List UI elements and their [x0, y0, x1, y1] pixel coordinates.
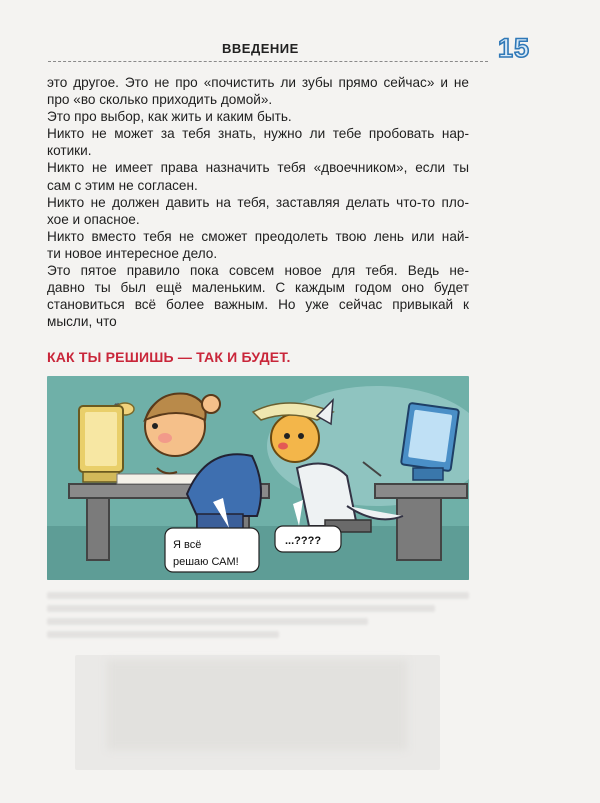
bubble-left-line2: решаю САМ!: [173, 556, 239, 568]
text-line: Никто не может за тебя знать, нужно ли тебе пробовать нар-: [47, 126, 469, 142]
text-line: Никто вместо тебя не сможет преодолеть твою лень или най-: [47, 228, 469, 244]
text-line: котики.: [47, 143, 92, 159]
text-line: Это пятое правило пока совсем новое для тебя. Ведь не-: [47, 263, 469, 279]
bubble-right-text: ...????: [285, 535, 322, 547]
cartoon-illustration: [47, 376, 469, 580]
page-number: 15: [498, 33, 531, 63]
text-line: Это про выбор, как жить и каким быть.: [47, 109, 292, 125]
left-monitor-icon: [79, 406, 123, 482]
text-line: становиться всё более важным. Но уже сейчас привыкай к: [47, 297, 469, 313]
text-line: ти новое интересное дело.: [47, 245, 218, 261]
text-line: Никто не имеет права назначить тебя «двоечником», если ты: [47, 160, 469, 176]
bubble-left-line1: Я всё: [173, 539, 202, 551]
section-title: ВВЕДЕНИЕ: [222, 41, 299, 56]
faded-text-region: [47, 586, 469, 646]
header-divider: [48, 61, 488, 62]
text-line: хое и опасное.: [47, 211, 140, 227]
text-line: давно ты был ещё маленьким. С каждым годом оно будет: [47, 280, 469, 296]
emphasis-heading: КАК ТЫ РЕШИШЬ — ТАК И БУДЕТ.: [47, 349, 291, 365]
text-line: Никто не должен давить на тебя, заставляя делать что-то пло-: [47, 194, 469, 210]
body-text: [47, 74, 469, 330]
faded-image-inner: [107, 660, 407, 750]
text-line: сам с этим не согласен.: [47, 177, 198, 193]
text-line: это другое. Это не про «почистить ли зубы прямо сейчас» и не: [47, 75, 469, 90]
text-line: мысли, что: [47, 314, 117, 330]
text-line: про «во сколько приходить домой».: [47, 92, 273, 108]
